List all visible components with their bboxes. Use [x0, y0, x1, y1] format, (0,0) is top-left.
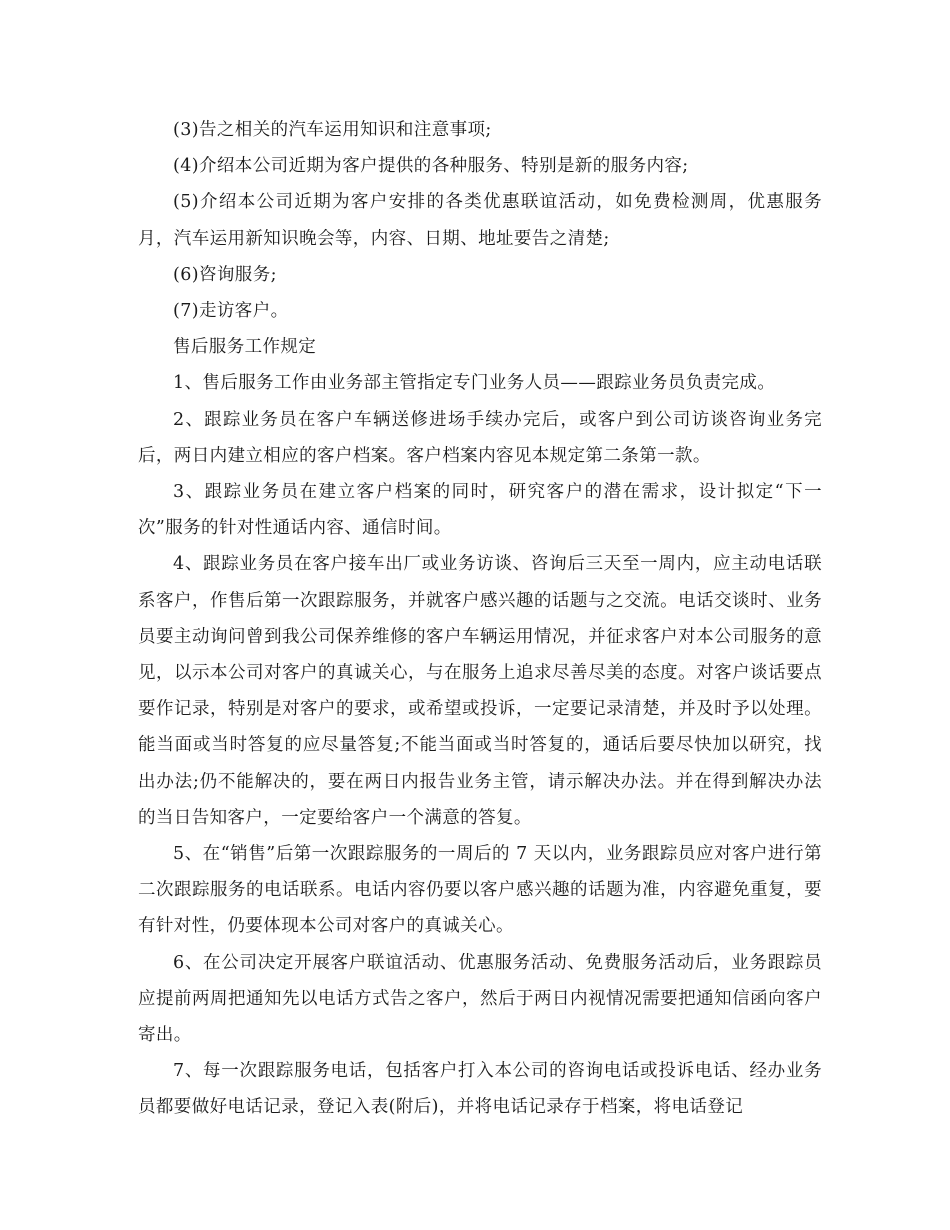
rule-7: 7、每一次跟踪服务电话，包括客户打入本公司的咨询电话或投诉电话、经办业务员都要做好电话记录，登记入表(附后)，并将电话记录存于档案，将电话登记: [138, 1061, 822, 1118]
rule-4: 4、跟踪业务员在客户接车出厂或业务访谈、咨询后三天至一周内，应主动电话联系客户，作售后第一次跟踪服务，并就客户感兴趣的话题与之交流。电话交谈时、业务员要主动询问曾到我公司保养维修的客户车辆运用情况，并征求客户对本公司服务的意见，以示本公司对客户的真诚关心，与在服务上追求尽善尽美的态度。对客户谈话要点要作记录，特别是对客户的要求，或希望或投诉，一定要记录清楚，并及时予以处理。能当面或当时答复的应尽量答复;不能当面或当时答复的，通话后要尽快加以研究，找出办法;仍不能解决的，要在两日内报告业务主管，请示解决办法。并在得到解决办法的当日告知客户，一定要给客户一个满意的答复。: [138, 554, 822, 828]
rule-5: 5、在“销售”后第一次跟踪服务的一周后的 7 天以内，业务跟踪员应对客户进行第二次跟踪服务的电话联系。电话内容仍要以客户感兴趣的话题为准，内容避免重复，要有针对性，仍要体现本公司对客户的真诚关心。: [138, 844, 822, 937]
paragraph-item-3: (3)告之相关的汽车运用知识和注意事项;: [173, 120, 492, 140]
paragraph-item-6: (6)咨询服务;: [173, 264, 277, 285]
paragraph-item-7: (7)走访客户。: [173, 301, 289, 322]
paragraph-item-4: (4)介绍本公司近期为客户提供的各种服务、特别是新的服务内容;: [173, 156, 689, 177]
rule-6: 6、在公司决定开展客户联谊活动、优惠服务活动、免费服务活动后，业务跟踪员应提前两周把通知先以电话方式告之客户，然后于两日内视情况需要把通知信函向客户寄出。: [138, 952, 822, 1046]
rule-1: 1、售后服务工作由业务部主管指定专门业务人员——跟踪业务员负责完成。: [173, 373, 776, 394]
section-heading: 售后服务工作规定: [173, 337, 317, 358]
rule-2: 2、跟踪业务员在客户车辆送修进场手续办完后，或客户到公司访谈咨询业务完后，两日内建立相应的客户档案。客户档案内容见本规定第二条第一款。: [138, 409, 822, 466]
rule-3: 3、跟踪业务员在建立客户档案的同时，研究客户的潜在需求，设计拟定“下一次”服务的针对性通话内容、通信时间。: [138, 482, 822, 539]
document-body: [138, 112, 822, 1126]
paragraph-item-5: (5)介绍本公司近期为客户安排的各类优惠联谊活动，如免费检测周，优惠服务月，汽车运用新知识晚会等，内容、日期、地址要告之清楚;: [138, 192, 822, 249]
